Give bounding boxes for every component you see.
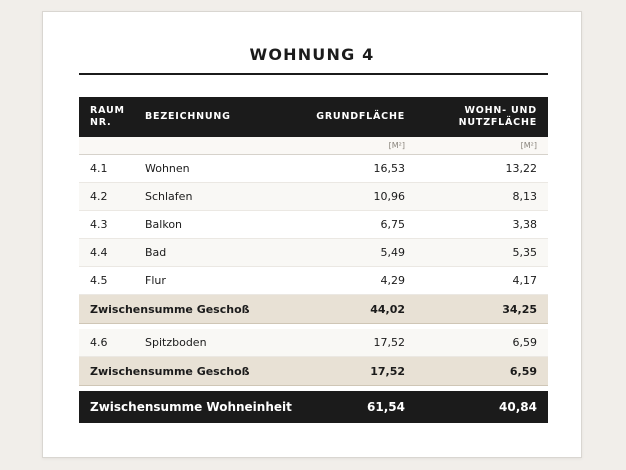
room-name: Bad xyxy=(145,246,167,259)
table-row xyxy=(79,183,548,211)
room-grundflaeche: 16,53 xyxy=(373,162,405,175)
table-row xyxy=(79,211,548,239)
document-title: WOHNUNG 4 xyxy=(249,45,375,64)
header-grundflaeche: GRUNDFLÄCHE xyxy=(316,111,405,122)
subtotal-wohnflaeche: 34,25 xyxy=(502,302,537,316)
header-wohnflaeche: WOHN- UND NUTZFLÄCHE xyxy=(458,105,537,128)
room-number: 4.4 xyxy=(90,246,108,259)
room-grundflaeche: 5,49 xyxy=(380,246,405,259)
room-name: Spitzboden xyxy=(145,336,207,349)
room-wohnflaeche: 5,35 xyxy=(512,246,537,259)
units-row xyxy=(79,137,548,155)
subtotal-row xyxy=(79,295,548,324)
total-row xyxy=(79,391,548,423)
room-wohnflaeche: 3,38 xyxy=(512,218,537,231)
room-number: 4.3 xyxy=(90,218,108,231)
room-wohnflaeche: 8,13 xyxy=(512,190,537,203)
room-grundflaeche: 17,52 xyxy=(373,336,405,349)
room-name: Schlafen xyxy=(145,190,193,203)
room-grundflaeche: 6,75 xyxy=(380,218,405,231)
room-group-2 xyxy=(79,329,548,357)
table-row xyxy=(79,329,548,357)
total-grundflaeche: 61,54 xyxy=(367,400,405,414)
table-row xyxy=(79,155,548,183)
subtotal-grundflaeche: 44,02 xyxy=(370,302,405,316)
room-name: Balkon xyxy=(145,218,183,231)
table-header-row xyxy=(79,97,548,137)
header-nr: RAUM NR. xyxy=(90,105,125,128)
header-bezeichnung: BEZEICHNUNG xyxy=(145,111,231,122)
unit-grundflaeche: [M²] xyxy=(388,141,405,150)
room-name: Wohnen xyxy=(145,162,190,175)
total-wohnflaeche: 40,84 xyxy=(499,400,537,414)
room-number: 4.1 xyxy=(90,162,108,175)
unit-wohnflaeche: [M²] xyxy=(520,141,537,150)
subtotal-grundflaeche: 17,52 xyxy=(370,364,405,378)
document-sheet xyxy=(42,11,582,458)
subtotal-wohnflaeche: 6,59 xyxy=(509,364,537,378)
room-number: 4.6 xyxy=(90,336,108,349)
room-number: 4.5 xyxy=(90,274,108,287)
room-group-1 xyxy=(79,155,548,295)
total-label: Zwischensumme Wohneinheit xyxy=(90,400,292,414)
room-name: Flur xyxy=(145,274,166,287)
area-table xyxy=(79,97,548,423)
subtotal-row xyxy=(79,357,548,386)
table-row xyxy=(79,267,548,295)
room-wohnflaeche: 13,22 xyxy=(505,162,537,175)
table-row xyxy=(79,239,548,267)
subtotal-label: Zwischensumme Geschoß xyxy=(90,302,250,316)
room-number: 4.2 xyxy=(90,190,108,203)
subtotal-label: Zwischensumme Geschoß xyxy=(90,364,250,378)
room-wohnflaeche: 6,59 xyxy=(512,336,537,349)
room-wohnflaeche: 4,17 xyxy=(512,274,537,287)
title-divider xyxy=(79,73,548,75)
room-grundflaeche: 10,96 xyxy=(373,190,405,203)
room-grundflaeche: 4,29 xyxy=(380,274,405,287)
